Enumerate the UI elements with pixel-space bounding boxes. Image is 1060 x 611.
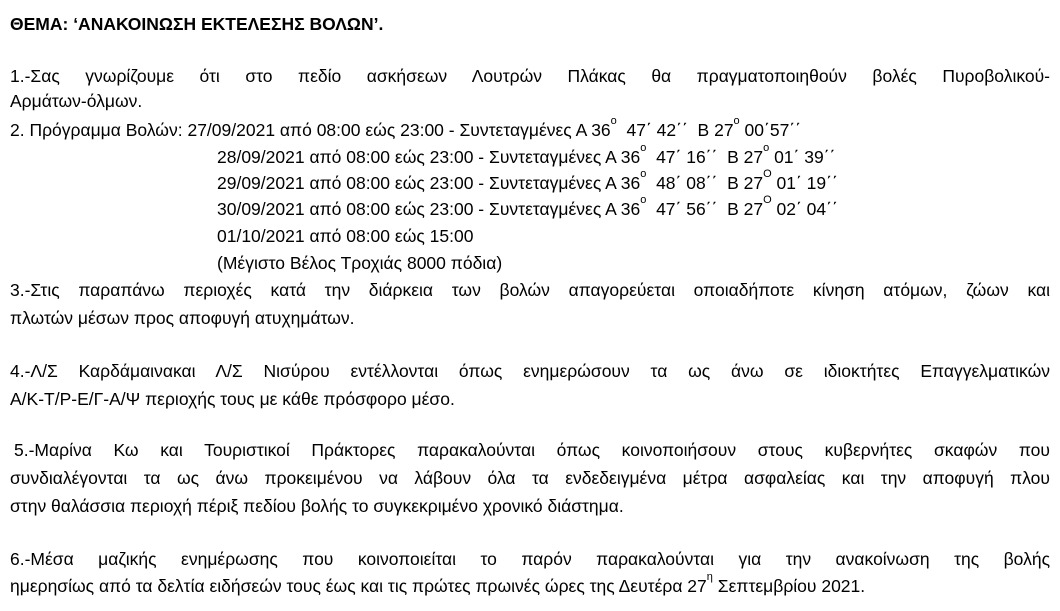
- schedule-b-deg: Β 27: [727, 173, 764, 193]
- schedule-a-min: 47΄ 42΄΄: [626, 120, 688, 140]
- schedule-date: 27/09/2021 από 08:00 εώς 23:00 -: [187, 120, 455, 140]
- p1-line2: Αρμάτων-όλμων.: [10, 91, 143, 111]
- degree-mark: ο: [640, 194, 647, 206]
- ordinal-mark: η: [706, 571, 713, 583]
- schedule-a-min: 48΄ 08΄΄: [656, 173, 718, 193]
- schedule-label: 2. Πρόγραμμα Βολών:: [10, 120, 183, 140]
- degree-mark: ο: [763, 142, 770, 154]
- schedule-b-min: 00΄57΄΄: [744, 120, 801, 140]
- schedule-date: 30/09/2021 από 08:00 εώς 23:00 -: [217, 199, 485, 219]
- p6-line2-text: ημερησίως από τα δελτία ειδήσεών τους έως και τις πρώτες πρωινές ώρες της Δευτέρα 27: [10, 576, 707, 596]
- schedule-a-min: 47΄ 16΄΄: [656, 147, 718, 167]
- schedule-b-min: 02΄ 04΄΄: [776, 199, 838, 219]
- schedule-date: 28/09/2021 από 08:00 εώς 23:00 -: [217, 147, 485, 167]
- p4-line2: Α/Κ-Τ/Ρ-Ε/Γ-Α/Ψ περιοχής τους με κάθε πρόσφορο μέσο.: [10, 389, 455, 409]
- schedule-b-deg: Β 27: [727, 147, 764, 167]
- schedule-b-min: 01΄ 19΄΄: [776, 173, 838, 193]
- schedule-last-date: 01/10/2021 από 08:00 εώς 15:00: [217, 226, 474, 246]
- degree-mark: ο: [733, 115, 740, 127]
- degree-mark: Ο: [763, 194, 772, 206]
- p6-line1: 6.-Μέσα μαζικής ενημέρωσης που κοινοποιείται το παρόν παρακαλούνται για την ανακοίνωση της βολής: [10, 549, 1050, 569]
- degree-mark: ο: [640, 142, 647, 154]
- schedule-max-range: (Μέγιστο Βέλος Τροχιάς 8000 πόδια): [217, 253, 503, 273]
- schedule-date: 29/09/2021 από 08:00 εώς 23:00 -: [217, 173, 485, 193]
- schedule-row-4: [217, 194, 1050, 221]
- schedule-row-3: [217, 168, 1050, 195]
- schedule-row-2: [217, 142, 1050, 169]
- p3-line2: πλωτών μέσων προς αποφυγή ατυχημάτων.: [10, 308, 355, 328]
- schedule-a-min: 47΄ 56΄΄: [656, 199, 718, 219]
- schedule-b-deg: Β 27: [697, 120, 734, 140]
- schedule-row-1: [10, 115, 1050, 142]
- schedule-b-min: 01΄ 39΄΄: [774, 147, 836, 167]
- subject-heading: ΘΕΜΑ: ‘ΑΝΑΚΟΙΝΩΣΗ ΕΚΤΕΛΕΣΗΣ ΒΟΛΩΝ’.: [10, 14, 384, 34]
- p6-line2-end: Σεπτεμβρίου 2021.: [712, 576, 866, 596]
- degree-mark: ο: [610, 115, 617, 127]
- p5-line1: 5.-Μαρίνα Κω και Τουριστικοί Πράκτορες παρακαλούνται όπως κοινοποιήσουν στους κυβερνήτες σκαφών που: [14, 440, 1050, 460]
- p5-line2: συνδιαλέγονται τα ως άνω προκειμένου να λάβουν όλα τα ενδεδειγμένα μέτρα ασφαλείας και την αποφυγή πλου: [10, 468, 1050, 488]
- schedule-coords: Συντεταγμένες Α 36: [489, 173, 641, 193]
- p3-line1: 3.-Στις παραπάνω περιοχές κατά την διάρκεια των βολών απαγορεύεται οποιαδήποτε κίνηση ατόμων, ζώων και: [10, 280, 1050, 300]
- schedule-coords: Συντεταγμένες Α 36: [489, 199, 641, 219]
- degree-mark: ο: [640, 168, 647, 180]
- p4-line1: 4.-Λ/Σ Καρδάμαινακαι Λ/Σ Νισύρου εντέλλονται όπως ενημερώσουν τα ως άνω σε ιδιοκτήτες Επαγγελματικών: [10, 361, 1050, 381]
- schedule-b-deg: Β 27: [727, 199, 764, 219]
- p5-line3: στην θαλάσσια περιοχή πέριξ πεδίου βολής το συγκεκριμένο χρονικό διάστημα.: [10, 496, 624, 516]
- schedule-coords: Συντεταγμένες Α 36: [489, 147, 641, 167]
- p1-line1: 1.-Σας γνωρίζουμε ότι στο πεδίο ασκήσεων Λουτρών Πλάκας θα πραγματοποιηθούν βολές Πυροβολικού-: [10, 66, 1050, 86]
- degree-mark: Ο: [763, 168, 772, 180]
- p6-line2: [10, 571, 1050, 598]
- schedule-coords: Συντεταγμένες Α 36: [459, 120, 611, 140]
